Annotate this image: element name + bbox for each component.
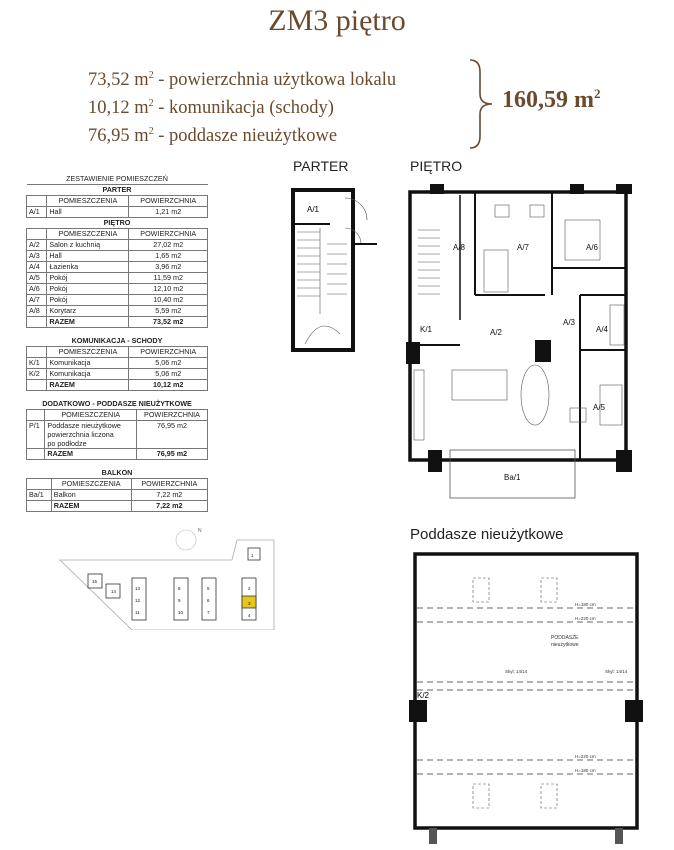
skylight-label: Skyl: 14/14 — [505, 669, 528, 674]
skylight-label: Skyl: 14/14 — [605, 669, 628, 674]
curly-brace-icon — [466, 58, 496, 150]
north-compass-icon — [176, 530, 196, 550]
room-label: A/6 — [586, 243, 599, 252]
table-row: A/5 Pokój 11,59 m2 — [27, 273, 208, 284]
page-title: ZM3 piętro — [268, 4, 406, 37]
dimension-label: H=180 cm — [575, 602, 596, 607]
svg-text:6: 6 — [207, 598, 210, 603]
room-label: K/1 — [420, 325, 433, 334]
site-map — [52, 520, 312, 630]
area-summary — [88, 64, 396, 148]
svg-text:13: 13 — [135, 586, 141, 591]
table-row: A/2 Salon z kuchnią 27,02 m2 — [27, 240, 208, 251]
svg-text:9: 9 — [178, 598, 181, 603]
table-sum-row: RAZEM 73,52 m2 — [27, 317, 208, 328]
table-sum-row: RAZEM 76,95 m2 — [27, 449, 208, 460]
table-sum-row: RAZEM 10,12 m2 — [27, 380, 208, 391]
table-row: A/4 Łazienka 3,96 m2 — [27, 262, 208, 273]
poddasze-table: DODATKOWO - PODDASZE NIEUŻYTKOWE POMIESZCZENIA POWIERZCHNIA P/1 Poddasze nieużytkowe powierzchnia liczona po podłodze 76,95 m2 RAZEM 76,95 m2 — [26, 399, 208, 460]
room-label: A/5 — [593, 403, 606, 412]
room-label: A/2 — [490, 328, 503, 337]
table-row: K/2 Komunikacja 5,06 m2 — [27, 369, 208, 380]
parter-floor-plan — [285, 184, 380, 354]
table-row: A/3 Hall 1,65 m2 — [27, 251, 208, 262]
komunikacja-table: KOMUNIKACJA - SCHODY POMIESZCZENIA POWIERZCHNIA K/1 Komunikacja 5,06 m2 K/2 Komunikacja 5,06 m2 RAZEM 10,12 m2 — [26, 336, 208, 391]
parter-label: PARTER — [293, 158, 349, 174]
svg-text:10: 10 — [178, 610, 184, 615]
table-row: A/1 Hall 1,21 m2 — [27, 207, 208, 218]
table-row: P/1 Poddasze nieużytkowe powierzchnia liczona po podłodze 76,95 m2 — [27, 421, 208, 449]
svg-text:4: 4 — [248, 613, 251, 618]
svg-text:7: 7 — [207, 610, 210, 615]
table-row: A/6 Pokój 12,10 m2 — [27, 284, 208, 295]
poddasze-floor-plan — [405, 550, 645, 846]
attic-subtitle: nieużytkowe — [551, 642, 579, 648]
svg-text:5: 5 — [207, 586, 210, 591]
room-label: A/3 — [563, 318, 576, 327]
dimension-label: H=220 cm — [575, 616, 596, 621]
summary-row: 10,12 $m^2$ - komunikacja (schody) — [88, 98, 334, 119]
svg-text:15: 15 — [92, 579, 98, 584]
dimension-label: H=220 cm — [575, 754, 596, 759]
room-label: A/8 — [453, 243, 466, 252]
svg-text:1: 1 — [251, 553, 254, 558]
room-label: A/7 — [517, 243, 530, 252]
room-label: K/2 — [417, 691, 430, 700]
svg-text:8: 8 — [178, 586, 181, 591]
pietro-label: PIĘTRO — [410, 158, 463, 174]
room-label: A/4 — [596, 325, 609, 334]
total-area: 160,59 $m^2$ — [502, 86, 601, 113]
dimension-label: H=180 cm — [575, 768, 596, 773]
poddasze-label: Poddasze nieużytkowe — [410, 526, 564, 543]
parter-table: ZESTAWIENIE POMIESZCZEŃ PARTER POMIESZCZENIA POWIERZCHNIA A/1 Hall 1,21 m2 PIĘTRO POMIESZCZENIA POWIERZCHNIA A/2 Salon z kuchnią 27,02 m2 A/3 Hall 1,65 m2 A/4 Łazienka 3,96 m2 A/5 Pokój 11,59 m2 A/6 Pokój 12,10 m2 A/7 Pokój 10,40 m2 A/8 Korytarz 5,59 m2 RAZEM 73,52 m2 — [26, 174, 208, 328]
north-label: N — [198, 528, 202, 534]
table-sum-row: RAZEM 7,22 m2 — [27, 501, 208, 512]
attic-title: PODDASZE — [551, 635, 579, 641]
table-row: A/8 Korytarz 5,59 m2 — [27, 306, 208, 317]
room-label: A/1 — [307, 205, 320, 214]
room-summary-tables — [26, 174, 208, 520]
svg-text:2: 2 — [248, 586, 251, 591]
svg-text:3: 3 — [248, 601, 251, 606]
svg-text:14: 14 — [111, 589, 117, 594]
room-label: Ba/1 — [504, 473, 521, 482]
summary-row: 73,52 $m^2$ - powierzchnia użytkowa lokalu — [88, 70, 397, 91]
balkon-table: BALKON POMIESZCZENIA POWIERZCHNIA Ba/1 Balkon 7,22 m2 RAZEM 7,22 m2 — [26, 468, 208, 512]
table-row: K/1 Komunikacja 5,06 m2 — [27, 358, 208, 369]
table-row: A/7 Pokój 10,40 m2 — [27, 295, 208, 306]
summary-row: 76,95 $m^2$ - poddasze nieużytkowe — [88, 126, 338, 147]
table-row: Ba/1 Balkon 7,22 m2 — [27, 490, 208, 501]
svg-text:11: 11 — [135, 610, 140, 615]
pietro-floor-plan — [400, 180, 640, 500]
svg-text:12: 12 — [135, 598, 141, 603]
